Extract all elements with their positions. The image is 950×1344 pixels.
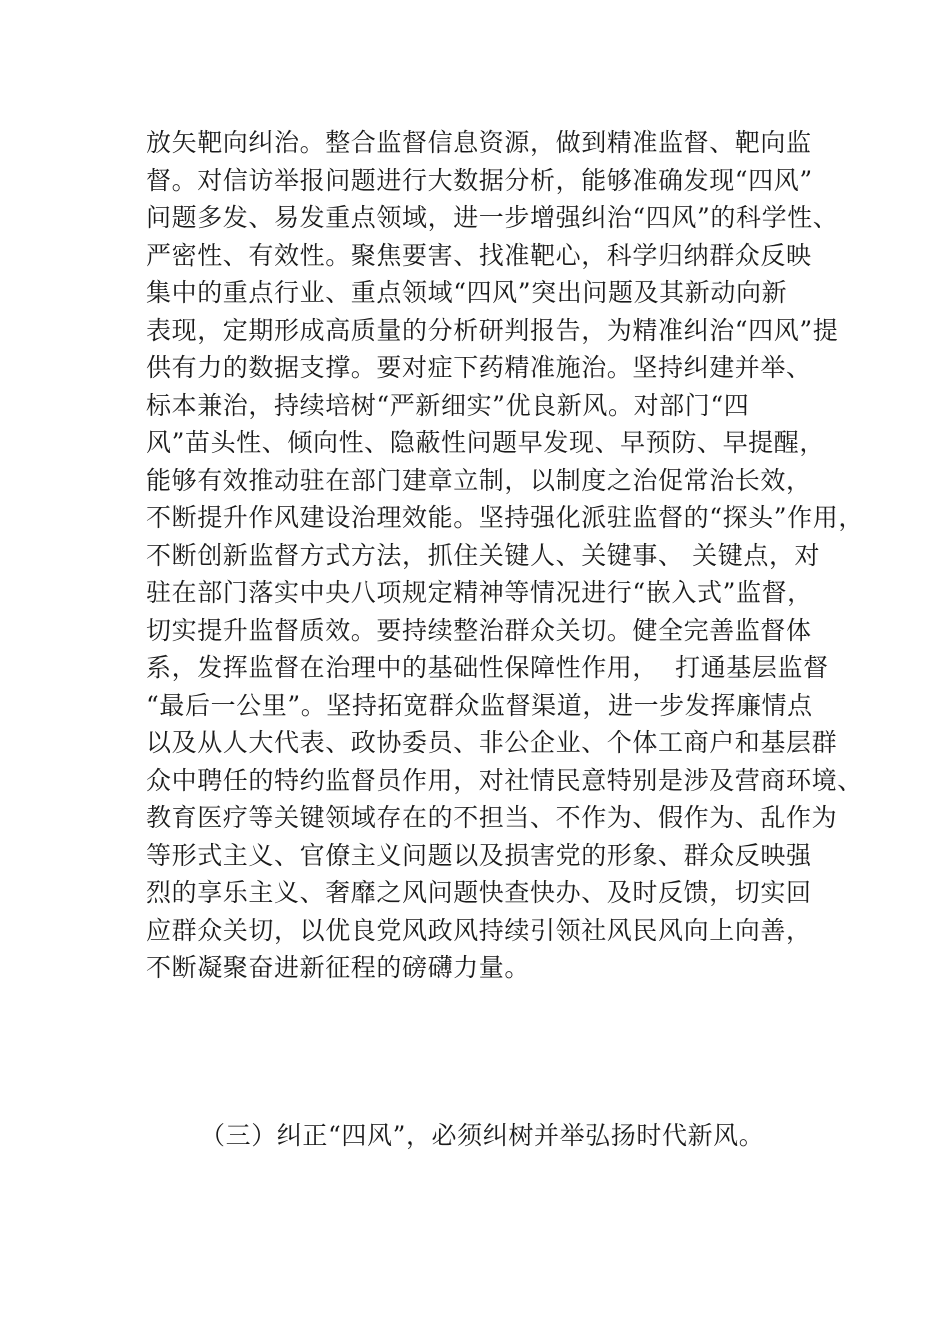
- text-line: 放矢靶向纠治。整合监督信息资源，做到精准监督、靶向监: [146, 128, 812, 157]
- text-line: 集中的重点行业、重点领域“四风”突出问题及其新动向新: [146, 278, 788, 307]
- body-paragraph: [146, 124, 864, 987]
- text-line: “最后一公里”。坚持拓宽群众监督渠道，进一步发挥廉情点: [146, 690, 813, 720]
- text-line: 烈的享乐主义、奢靡之风问题快查快办、及时反馈，切实回: [146, 878, 812, 907]
- text-line: 风”苗头性、倾向性、隐蔽性问题早发现、早预防、早提醒，: [146, 428, 825, 457]
- text-line: 严密性、有效性。聚焦要害、找准靶心，科学归纳群众反映: [146, 240, 812, 270]
- text-line: 应群众关切，以优良党风政风持续引领社风民风向上向善，: [146, 915, 812, 945]
- text-line: 驻在部门落实中央八项规定精神等情况进行“嵌入式”监督，: [146, 578, 813, 607]
- text-line: 督。对信访举报问题进行大数据分析，能够准确发现“四风”: [146, 165, 813, 195]
- text-line: 供有力的数据支撑。要对症下药精准施治。坚持纠建并举、: [146, 353, 812, 382]
- text-line: 不断提升作风建设治理效能。坚持强化派驻监督的“探头”作用，: [146, 503, 864, 532]
- section-heading: （三）纠正“四风”，必须纠树并举弘扬时代新风。: [200, 1121, 765, 1150]
- text-line: 以及从人大代表、政协委员、非公企业、个体工商户和基层群: [146, 728, 838, 757]
- text-line: 标本兼治，持续培树“严新细实”优良新风。对部门“四: [146, 390, 750, 420]
- text-line: 众中聘任的特约监督员作用，对社情民意特别是涉及营商环境、: [146, 765, 863, 795]
- text-line: 能够有效推动驻在部门建章立制，以制度之治促常治长效，: [146, 465, 812, 495]
- text-line: 表现，定期形成高质量的分析研判报告，为精准纠治“四风”提: [146, 315, 839, 345]
- text-line: 不断凝聚奋进新征程的磅礴力量。: [146, 953, 531, 982]
- text-line: 不断创新监督方式方法，抓住关键人、关键事、 关键点，对: [146, 540, 821, 570]
- text-line: 切实提升监督质效。要持续整治群众关切。健全完善监督体: [146, 615, 812, 645]
- text-line: 等形式主义、官僚主义问题以及损害党的形象、群众反映强: [146, 840, 812, 870]
- text-line: 教育医疗等关键领域存在的不担当、不作为、假作为、乱作为: [146, 803, 838, 832]
- text-line: 问题多发、易发重点领域，进一步增强纠治“四风”的科学性、: [146, 203, 839, 232]
- text-line: 系，发挥监督在治理中的基础性保障性作用， 打通基层监督: [146, 653, 829, 682]
